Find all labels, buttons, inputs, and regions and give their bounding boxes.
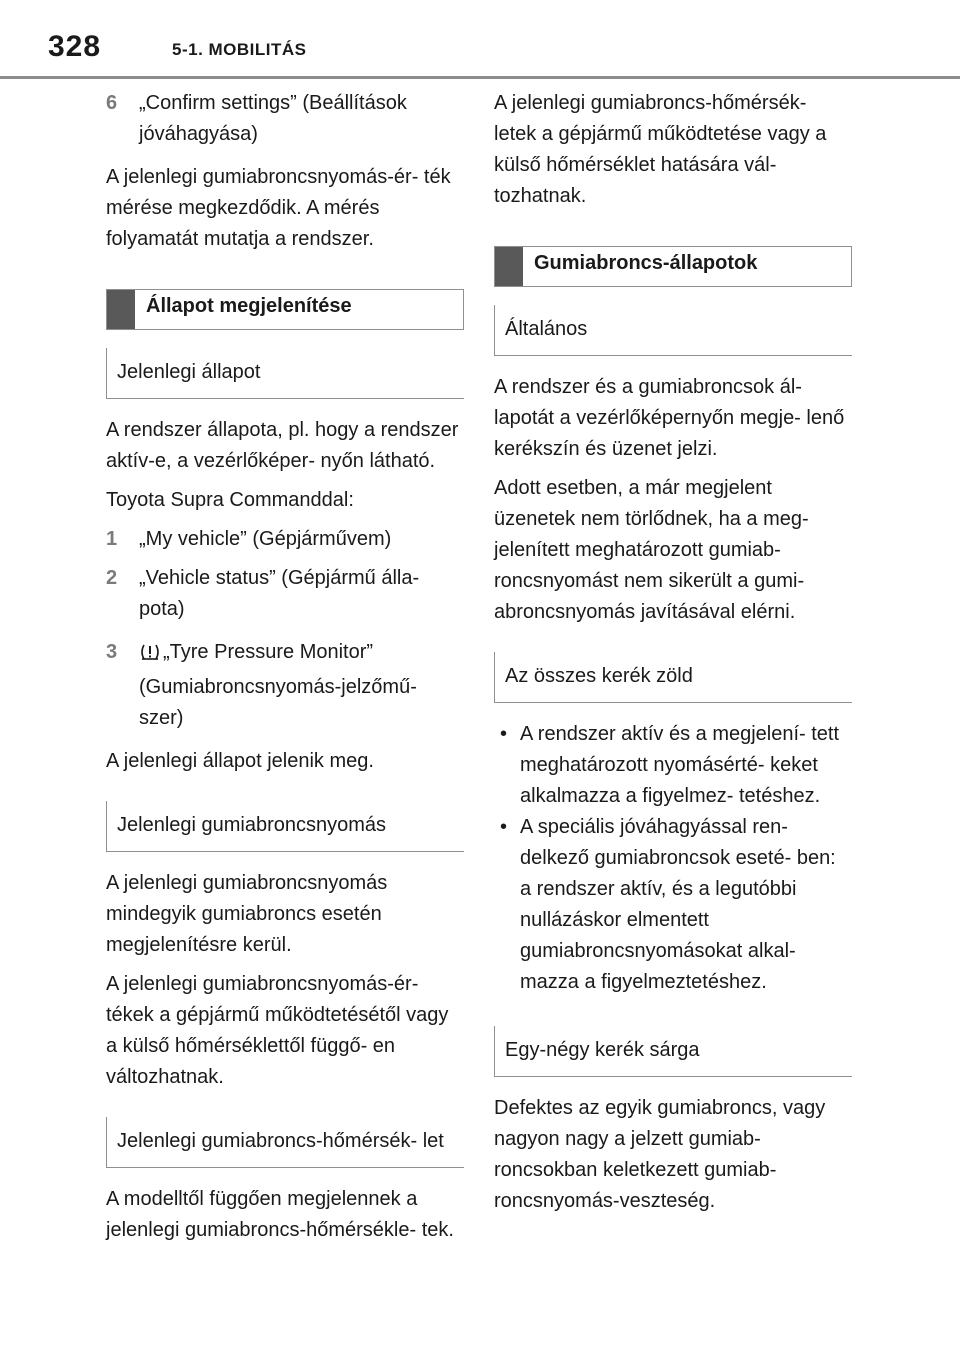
step-text: „My vehicle” (Gépjárművem) bbox=[139, 528, 392, 550]
paragraph: A jelenlegi állapot jelenik meg. bbox=[106, 750, 374, 772]
step-text: „Vehicle status” (Gépjármű álla- pota) bbox=[139, 567, 420, 620]
bullet-text: A rendszer aktív és a megjelení- tett meghatározott nyomásérté- keket alkalmazza a figyelmez- tetéshez. bbox=[520, 723, 840, 807]
paragraph: A modelltől függően megjelennek a jelenlegi gumiabroncs-hőmérsékle- tek. bbox=[106, 1188, 454, 1241]
paragraph: A jelenlegi gumiabroncsnyomás-ér- ték mérése megkezdődik. A mérés folyamatát mutatja a rendszer. bbox=[106, 166, 451, 250]
tyre-warning-icon bbox=[139, 641, 161, 672]
box-heading-bar bbox=[495, 247, 523, 286]
header-rule bbox=[0, 76, 960, 79]
tyre-warning-icon-svg bbox=[139, 642, 161, 662]
bullet-dot: • bbox=[500, 816, 508, 838]
step-6 bbox=[106, 88, 464, 150]
paragraph: A jelenlegi gumiabroncsnyomás mindegyik gumiabroncs esetén megjelenítésre kerül. bbox=[106, 872, 388, 956]
step-number: 2 bbox=[106, 567, 118, 589]
left-column bbox=[106, 88, 464, 1254]
paragraph: A jelenlegi gumiabroncsnyomás-ér- tékek a gépjármű működtetésétől vagy a külső hőmérséklettől függő- en változhatnak. bbox=[106, 973, 449, 1088]
sub-heading: Jelenlegi állapot bbox=[106, 348, 464, 399]
bullet-item bbox=[494, 719, 852, 812]
step-number: 1 bbox=[106, 528, 118, 550]
step-text: „Confirm settings” (Beállítások jóváhagyása) bbox=[139, 92, 407, 145]
box-heading bbox=[106, 289, 464, 330]
section-title: 5-1. MOBILITÁS bbox=[172, 40, 307, 59]
sub-heading: Általános bbox=[494, 305, 852, 356]
page-number: 328 bbox=[48, 30, 102, 63]
box-heading-bar bbox=[107, 290, 135, 329]
sub-heading: Egy-négy kerék sárga bbox=[494, 1026, 852, 1077]
bullet-item bbox=[494, 812, 852, 998]
sub-heading: Jelenlegi gumiabroncs-hőmérsék- let bbox=[106, 1117, 464, 1168]
paragraph: Adott esetben, a már megjelent üzenetek nem törlődnek, ha a meg- jelenített meghatározott gumiab- roncsnyomást nem sikerült a gumi- abroncsnyomás javításával elérni. bbox=[494, 477, 809, 623]
step-number: 3 bbox=[106, 641, 118, 663]
bullet-dot: • bbox=[500, 723, 508, 745]
paragraph: A rendszer állapota, pl. hogy a rendszer aktív-e, a vezérlőképer- nyőn látható. bbox=[106, 419, 459, 472]
step-text: „Tyre Pressure Monitor” (Gumiabroncsnyomás-jelzőmű- szer) bbox=[139, 641, 417, 729]
sub-heading: Az összes kerék zöld bbox=[494, 652, 852, 703]
paragraph: Defektes az egyik gumiabroncs, vagy nagyon nagy a jelzett gumiab- roncsokban keletkezett gumiab- roncsnyomás-veszteség. bbox=[494, 1097, 826, 1212]
paragraph: Toyota Supra Commanddal: bbox=[106, 489, 354, 511]
step-1 bbox=[106, 524, 464, 555]
step-2 bbox=[106, 563, 464, 625]
paragraph: A jelenlegi gumiabroncs-hőmérsék- letek a gépjármű működtetése vagy a külső hőmérséklet hatására vál- tozhatnak. bbox=[494, 92, 827, 207]
box-heading bbox=[494, 246, 852, 287]
bullet-list bbox=[494, 719, 852, 998]
paragraph: A rendszer és a gumiabroncsok ál- lapotát a vezérlőképernyőn megje- lenő kerékszín és üzenet jelzi. bbox=[494, 376, 845, 460]
step-number: 6 bbox=[106, 92, 118, 114]
step-3 bbox=[106, 637, 464, 734]
sub-heading: Jelenlegi gumiabroncsnyomás bbox=[106, 801, 464, 852]
right-column bbox=[494, 88, 852, 1225]
box-heading-text: Gumiabroncs-állapotok bbox=[534, 252, 758, 274]
box-heading-text: Állapot megjelenítése bbox=[146, 295, 352, 317]
bullet-text: A speciális jóváhagyással ren- delkező gumiabroncsok eseté- ben: a rendszer aktív, és a legutóbbi nullázáskor elmentett gumiabroncsnyomásokat alkal- mazza a figyelmeztetéshez. bbox=[520, 816, 836, 993]
